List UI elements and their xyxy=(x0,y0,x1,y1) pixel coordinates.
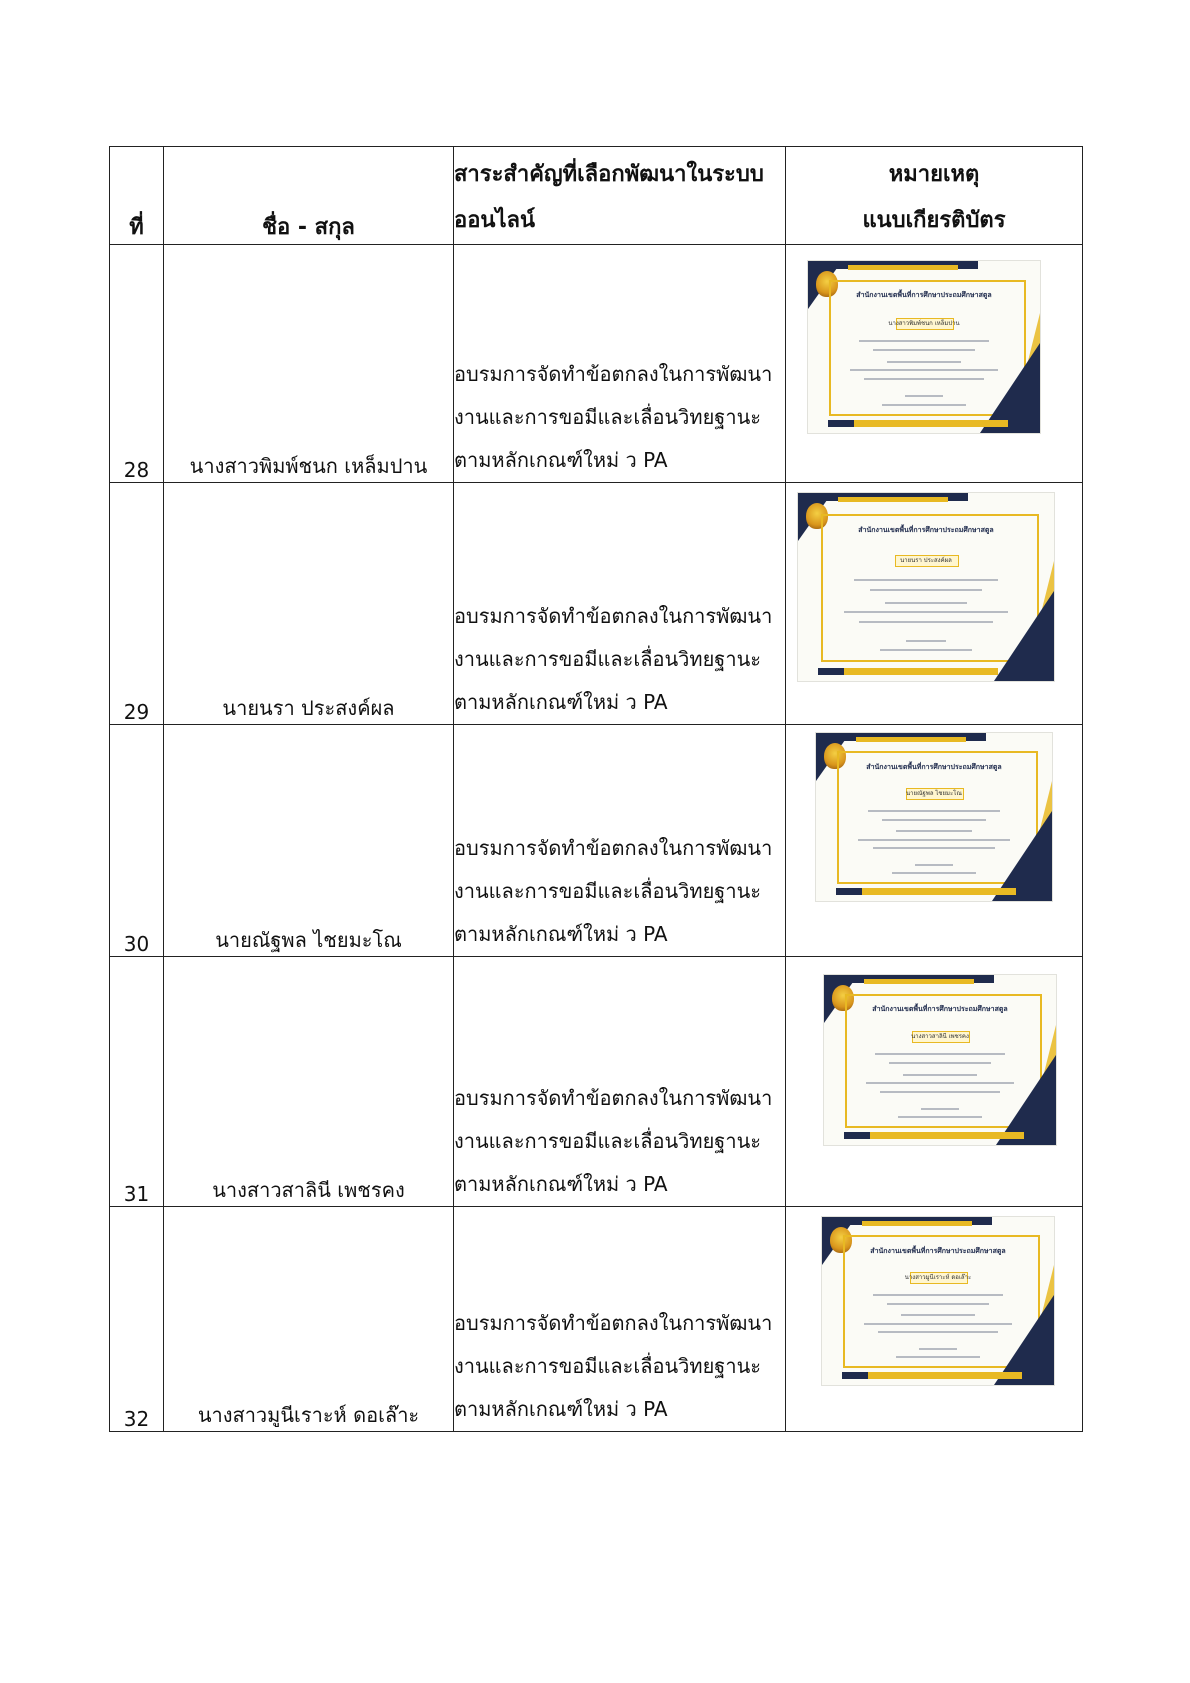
certificate-cell xyxy=(786,725,1083,957)
row-name: นางสาวมูนีเราะห์ ดอเล๊าะ xyxy=(164,1207,454,1432)
certificate-image xyxy=(816,733,1052,901)
header-topic: สาระสำคัญที่เลือกพัฒนาในระบบออนไลน์ xyxy=(454,147,786,245)
row-name: นางสาวสาลินี เพชรคง xyxy=(164,957,454,1207)
certificate-recipient: นางสาวพิมพ์ชนก เหล็มปาน xyxy=(888,319,960,327)
row-number: 31 xyxy=(110,957,164,1207)
certificate-image xyxy=(808,261,1040,433)
row-topic: อบรมการจัดทำข้อตกลงในการพัฒนางานและการขอมีและเลื่อนวิทยฐานะตามหลักเกณฑ์ใหม่ ว PA xyxy=(454,957,786,1207)
row-topic: อบรมการจัดทำข้อตกลงในการพัฒนางานและการขอมีและเลื่อนวิทยฐานะตามหลักเกณฑ์ใหม่ ว PA xyxy=(454,725,786,957)
certificate-issuer: สำนักงานเขตพื้นที่การศึกษาประถมศึกษาสตูล xyxy=(872,1004,1008,1013)
certificate-issuer: สำนักงานเขตพื้นที่การศึกษาประถมศึกษาสตูล xyxy=(858,525,994,534)
certificate-recipient: นายณัฐพล ไชยมะโณ xyxy=(906,790,962,798)
certificate-issuer: สำนักงานเขตพื้นที่การศึกษาประถมศึกษาสตูล xyxy=(856,291,992,300)
row-number: 29 xyxy=(110,483,164,725)
header-note-line2: แนบเกียรติบัตร xyxy=(862,208,1006,233)
certificate-image xyxy=(798,493,1054,681)
participants-table xyxy=(109,146,1083,1432)
certificate-recipient: นางสาวสาลินี เพชรคง xyxy=(911,1033,969,1041)
certificate-recipient: นางสาวมูนีเราะห์ ดอเล๊าะ xyxy=(904,1274,972,1282)
row-name: นางสาวพิมพ์ชนก เหล็มปาน xyxy=(164,245,454,483)
certificate-issuer: สำนักงานเขตพื้นที่การศึกษาประถมศึกษาสตูล xyxy=(866,762,1002,771)
header-no: ที่ xyxy=(110,147,164,245)
row-topic: อบรมการจัดทำข้อตกลงในการพัฒนางานและการขอมีและเลื่อนวิทยฐานะตามหลักเกณฑ์ใหม่ ว PA xyxy=(454,483,786,725)
table-row xyxy=(110,245,1083,483)
certificate-cell xyxy=(786,245,1083,483)
header-name: ชื่อ - สกุล xyxy=(164,147,454,245)
certificate-cell xyxy=(786,483,1083,725)
certificate-issuer: สำนักงานเขตพื้นที่การศึกษาประถมศึกษาสตูล xyxy=(870,1246,1006,1255)
header-note xyxy=(786,147,1083,245)
row-number: 28 xyxy=(110,245,164,483)
certificate-cell xyxy=(786,1207,1083,1432)
header-note-line1: หมายเหตุ xyxy=(888,162,980,187)
table-row xyxy=(110,1207,1083,1432)
certificate-recipient: นายนรา ประสงค์ผล xyxy=(900,557,952,565)
row-topic: อบรมการจัดทำข้อตกลงในการพัฒนางานและการขอมีและเลื่อนวิทยฐานะตามหลักเกณฑ์ใหม่ ว PA xyxy=(454,1207,786,1432)
certificate-image xyxy=(824,975,1056,1145)
row-name: นายนรา ประสงค์ผล xyxy=(164,483,454,725)
row-number: 32 xyxy=(110,1207,164,1432)
row-number: 30 xyxy=(110,725,164,957)
row-name: นายณัฐพล ไชยมะโณ xyxy=(164,725,454,957)
table-row xyxy=(110,957,1083,1207)
table-header-row xyxy=(110,147,1083,245)
certificate-cell xyxy=(786,957,1083,1207)
certificate-image xyxy=(822,1217,1054,1385)
table-row xyxy=(110,725,1083,957)
row-topic: อบรมการจัดทำข้อตกลงในการพัฒนางานและการขอมีและเลื่อนวิทยฐานะตามหลักเกณฑ์ใหม่ ว PA xyxy=(454,245,786,483)
table-row xyxy=(110,483,1083,725)
